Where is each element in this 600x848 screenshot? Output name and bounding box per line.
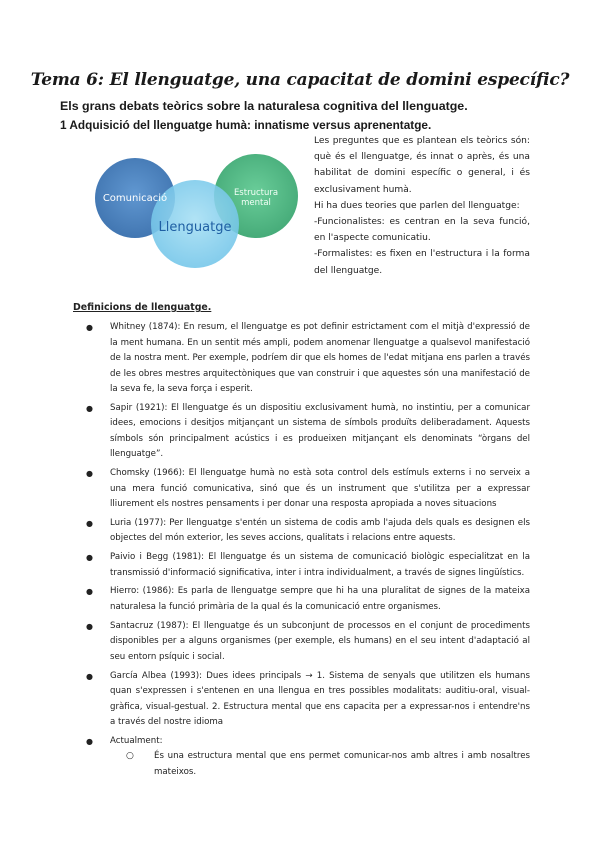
definition-text: Whitney (1874): En resum, el llenguatge es pot definir estrictament com el mitjà d'expressió de la ment humana. En un sentit més ampli, podem anomenar llenguatge a qualsevol manifestació de la nostra ment. Per exemple, podríem dir que els homes de l'edat mitjana ens parlen a través de les obres mestres arquitectòniques que van construir i que aquestes són una manifestació de la seva fe, la seva força i esperit. — [110, 322, 530, 394]
bullet-icon: ● — [86, 621, 93, 631]
definition-text: Hierro: (1986): Es parla de llenguatge sempre que hi ha una pluralitat de signes de la mateixa naturalesa la funció primària de la qual és la comunicació entre organismes. — [110, 586, 530, 612]
definition-text: Luria (1977): Per llenguatge s'entén un sistema de codis amb l'ajuda dels quals es designen els objectes del món exterior, les seves accions, qualitats i relacions entre aquests. — [110, 517, 530, 544]
label-mental: mental — [241, 198, 271, 208]
definition-text: García Albea (1993): Dues idees principals → 1. Sistema de senyals que utilitzen els humans quan s'expressen i s'entenen en una llengua en tres possibles modalitats: auditiu-oral, visual-gràfica, visual-gestual. 2. Estructura mental que ens capacita per a expressar-nos i entendre'ns a través del nostre idioma — [110, 670, 530, 728]
definition-sapir — [86, 401, 530, 463]
section-subtitle: Els grans debats teòrics sobre la naturalesa cognitiva del llenguatge. — [60, 99, 468, 113]
definition-actualment — [86, 734, 530, 781]
definition-text: Santacruz (1987): El llenguatge és un subconjunt de processos en el conjunt de procediments disponibles per a alguns organismes (per exemple, els humans) en el seu intent d'adaptació al seu entorn psíquic i social. — [110, 620, 530, 662]
venn-diagram — [88, 132, 313, 272]
actualment-text: És una estructura mental que ens permet comunicar-nos amb altres i amb nosaltres mateixos. — [154, 751, 530, 777]
section-heading-acquisition: 1 Adquisició del llenguatge humà: innatisme versus aprenentatge. — [60, 118, 432, 132]
bullet-icon: ● — [86, 587, 93, 597]
bullet-icon: ● — [86, 736, 93, 746]
bullet-icon: ● — [86, 553, 93, 563]
bullet-icon: ● — [86, 323, 93, 332]
bullet-icon: ● — [86, 403, 93, 413]
actualment-item — [126, 749, 530, 780]
actualment-sublist — [110, 749, 530, 780]
definition-hierro — [86, 584, 530, 615]
bullet-icon: ● — [86, 671, 93, 681]
intro-text — [314, 133, 530, 279]
definition-text: Chomsky (1966): El llenguatge humà no està sota control dels estímuls externs i no serveix a una mera funció comunicativa, sinó que és un instrument que s'utilitza per a expressar lliurement els nostres pensaments i per donar una resposta apropiada a noves situacions — [110, 468, 530, 510]
definition-santacruz — [86, 619, 530, 666]
definition-luria — [86, 516, 530, 547]
definition-garcia-albea — [86, 669, 530, 731]
intro-theories: Hi ha dues teories que parlen del llenguatge: — [314, 200, 520, 211]
label-comunicacio: Comunicació — [102, 193, 168, 204]
definition-text: Actualment: — [110, 735, 163, 746]
definition-text: Sapir (1921): El llenguatge és un dispositiu exclusivament humà, no instintiu, per a comunicar idees, emocions i desitjos mitjançant un sistema de símbols produïts deliberadament. Aquests símbols són principalment acústics i es produeixen mitjançant els denominats “òrgans del llenguatge”. — [110, 402, 530, 460]
label-llenguatge: Llenguatge — [158, 220, 232, 235]
definitions-list — [86, 320, 530, 784]
hollow-bullet-icon: ○ — [126, 751, 134, 762]
document-title: Tema 6: El llenguatge, una capacitat de domini específic? — [30, 70, 570, 90]
intro-formalistes: -Formalistes: es fixen en l'estructura i la forma del llenguatge. — [314, 249, 530, 276]
bullet-icon: ● — [86, 518, 93, 528]
intro-paragraph: Les preguntes que es plantean els teòrics són: què és el llenguatge, és innat o après, és una habilitat de domini específic o general, i és exclusivament humà. — [314, 136, 530, 195]
bullet-icon: ● — [86, 469, 93, 479]
definition-paivio-begg — [86, 550, 530, 581]
definitions-heading: Definicions de llenguatge. — [73, 302, 212, 313]
definition-text: Paivio i Begg (1981): El llenguatge és un sistema de comunicació biològic especialitzat en la transmissió d'informació significativa, inter i intra individualment, a través de signes lingüístics. — [110, 552, 530, 578]
definition-whitney — [86, 320, 530, 398]
intro-funcionalistes: -Funcionalistes: es centran en la seva funció, en l'aspecte comunicatiu. — [314, 217, 530, 244]
label-estructura: Estructura — [233, 188, 279, 198]
definition-chomsky — [86, 466, 530, 513]
